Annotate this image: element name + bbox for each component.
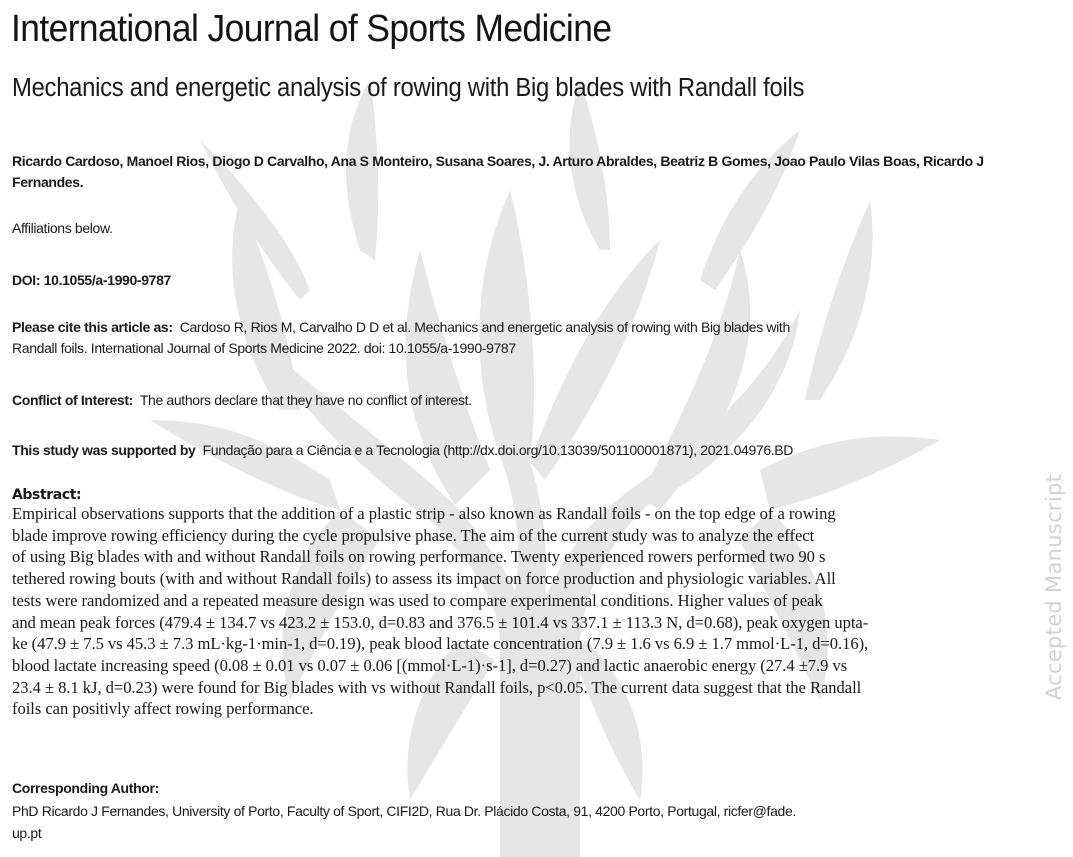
affiliations-note: Affiliations below. [12,220,113,236]
abstract-line: tethered rowing bouts (with and without Randall foils) to assess its impact on force production and physiologic variables. All [12,569,836,589]
corresponding-line-2: up.pt [12,825,42,841]
abstract-line: blood lactate increasing speed (0.08 ± 0.01 vs 0.07 ± 0.06 [(mmol·L-1)·s-1], d=0.27) and lactic anaerobic energy (27.4 ±7.9 vs [12,655,848,675]
funding-line [12,440,793,461]
cite-line-1: Cardoso R, Rios M, Carvalho D D et al. Mechanics and energetic analysis of rowing with Big blades with [179,319,790,335]
abstract-line: blade improve rowing efficiency during the cycle propulsive phase. The aim of the current study was to analyze the effect [12,525,815,545]
author-list: Ricardo Cardoso, Manoel Rios, Diogo D Carvalho, Ana S Monteiro, Susana Soares, J. Arturo Abraldes, Beatriz B Gomes, Joao Paulo Vilas Boas, Ricardo J Fernandes. [12,153,984,190]
corresponding-author-heading: Corresponding Author: [12,780,159,796]
doi-label: DOI: [12,272,41,288]
abstract-line: of using Big blades with and without Randall foils on rowing performance. Twenty experienced rowers performed two 90 s [12,547,826,567]
cite-line-2: Randall foils. International Journal of Sports Medicine 2022. doi: 10.1055/a-1990-9787 [12,340,516,356]
article-title: Mechanics and energetic analysis of rowing with Big blades with Randall foils [12,74,805,102]
abstract-line: 23.4 ± 8.1 kJ, d=0.23) were found for Big blades with vs without Randall foils, p<0.05. The current data suggest that the Randall [12,677,862,697]
abstract-body [12,503,1060,720]
abstract-heading: Abstract: [12,487,82,503]
abstract-line: tests were randomized and a repeated measure design was used to compare experimental conditions. Higher values of peak [12,590,823,610]
cite-label: Please cite this article as: [12,319,173,335]
funding-text: Fundação para a Ciência e a Tecnologia (http://dx.doi.org/10.13039/501100001871), 2021.04976.BD [202,442,794,458]
abstract-line: Empirical observations supports that the addition of a plastic strip - also known as Randall foils - on the top edge of a rowing [12,504,836,523]
corresponding-author-details [12,800,1052,844]
abstract-line: and mean peak forces (479.4 ± 134.7 vs 423.2 ± 153.0, d=0.83 and 376.5 ± 101.4 vs 337.1 ± 113.3 N, d=0.68), peak oxygen upta- [12,612,869,632]
journal-title: International Journal of Sports Medicine [11,8,612,50]
citation-block [12,317,1032,359]
abstract-line: foils can positivly affect rowing performance. [12,699,314,719]
doi-line [12,270,171,291]
doi-value[interactable]: 10.1055/a-1990-9787 [43,272,171,288]
abstract-line: ke (47.9 ± 7.5 vs 45.3 ± 7.3 mL·kg-1·min-1, d=0.19), peak blood lactate concentration (7.9 ± 1.6 vs 6.9 ± 1.7 mmol·L-1, d=0.16), [12,634,869,654]
conflict-label: Conflict of Interest: [12,392,133,408]
accepted-manuscript-label: Accepted Manuscript [1042,473,1066,701]
conflict-of-interest-line [12,390,472,411]
conflict-text: The authors declare that they have no conflict of interest. [139,392,472,408]
funding-label: This study was supported by [12,442,196,458]
corresponding-line-1: PhD Ricardo J Fernandes, University of Porto, Faculty of Sport, CIFI2D, Rua Dr. Plácido Costa, 91, 4200 Porto, Portugal, ricfer@fade. [12,803,796,819]
